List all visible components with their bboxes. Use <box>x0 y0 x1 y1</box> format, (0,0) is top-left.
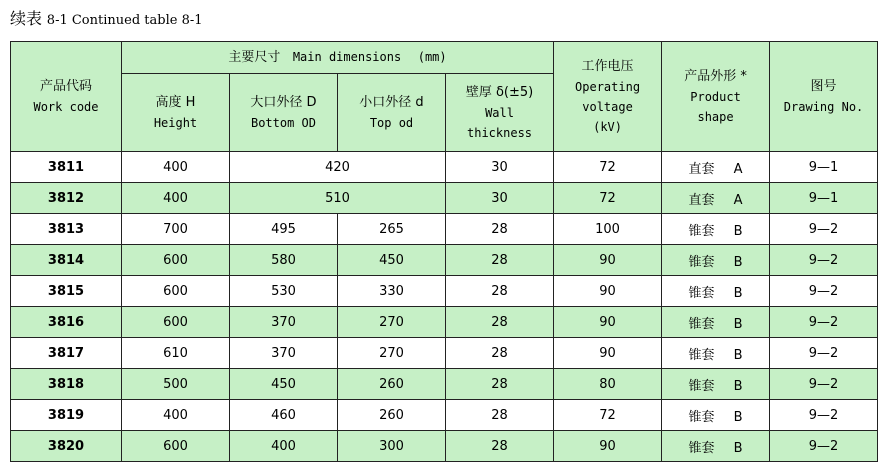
header-voltage: 工作电压 Operating voltage (kV) <box>554 42 662 152</box>
caption-en: 8-1 Continued table 8-1 <box>46 13 203 28</box>
table-row: 3816 600 370 270 28 90 锥套 B 9—2 <box>11 307 878 338</box>
table-row: 3811 400 420 30 72 直套 A 9—1 <box>11 152 878 183</box>
header-shape: 产品外形 * Product shape <box>662 42 770 152</box>
header-main-dimensions: 主要尺寸 Main dimensions (mm) <box>122 42 554 74</box>
specification-table <box>10 41 878 462</box>
header-work-code: 产品代码 Work code <box>11 42 122 152</box>
table-row: 3812 400 510 30 72 直套 A 9—1 <box>11 183 878 214</box>
header-bottom-od: 大口外径 D Bottom OD <box>230 74 338 152</box>
table-row: 3813 700 495 265 28 100 锥套 B 9—2 <box>11 214 878 245</box>
caption-cn: 续表 <box>10 9 43 28</box>
table-row: 3815 600 530 330 28 90 锥套 B 9—2 <box>11 276 878 307</box>
table-row: 3814 600 580 450 28 90 锥套 B 9—2 <box>11 245 878 276</box>
table-caption <box>10 6 203 29</box>
header-drawing: 图号 Drawing No. <box>770 42 878 152</box>
header-top-od: 小口外径 d Top od <box>338 74 446 152</box>
table-row: 3819 400 460 260 28 72 锥套 B 9—2 <box>11 400 878 431</box>
table-row: 3817 610 370 270 28 90 锥套 B 9—2 <box>11 338 878 369</box>
header-height: 高度 H Height <box>122 74 230 152</box>
header-wall: 壁厚 δ(±5) Wall thickness <box>446 74 554 152</box>
table-row: 3818 500 450 260 28 80 锥套 B 9—2 <box>11 369 878 400</box>
table-row: 3820 600 400 300 28 90 锥套 B 9—2 <box>11 431 878 462</box>
